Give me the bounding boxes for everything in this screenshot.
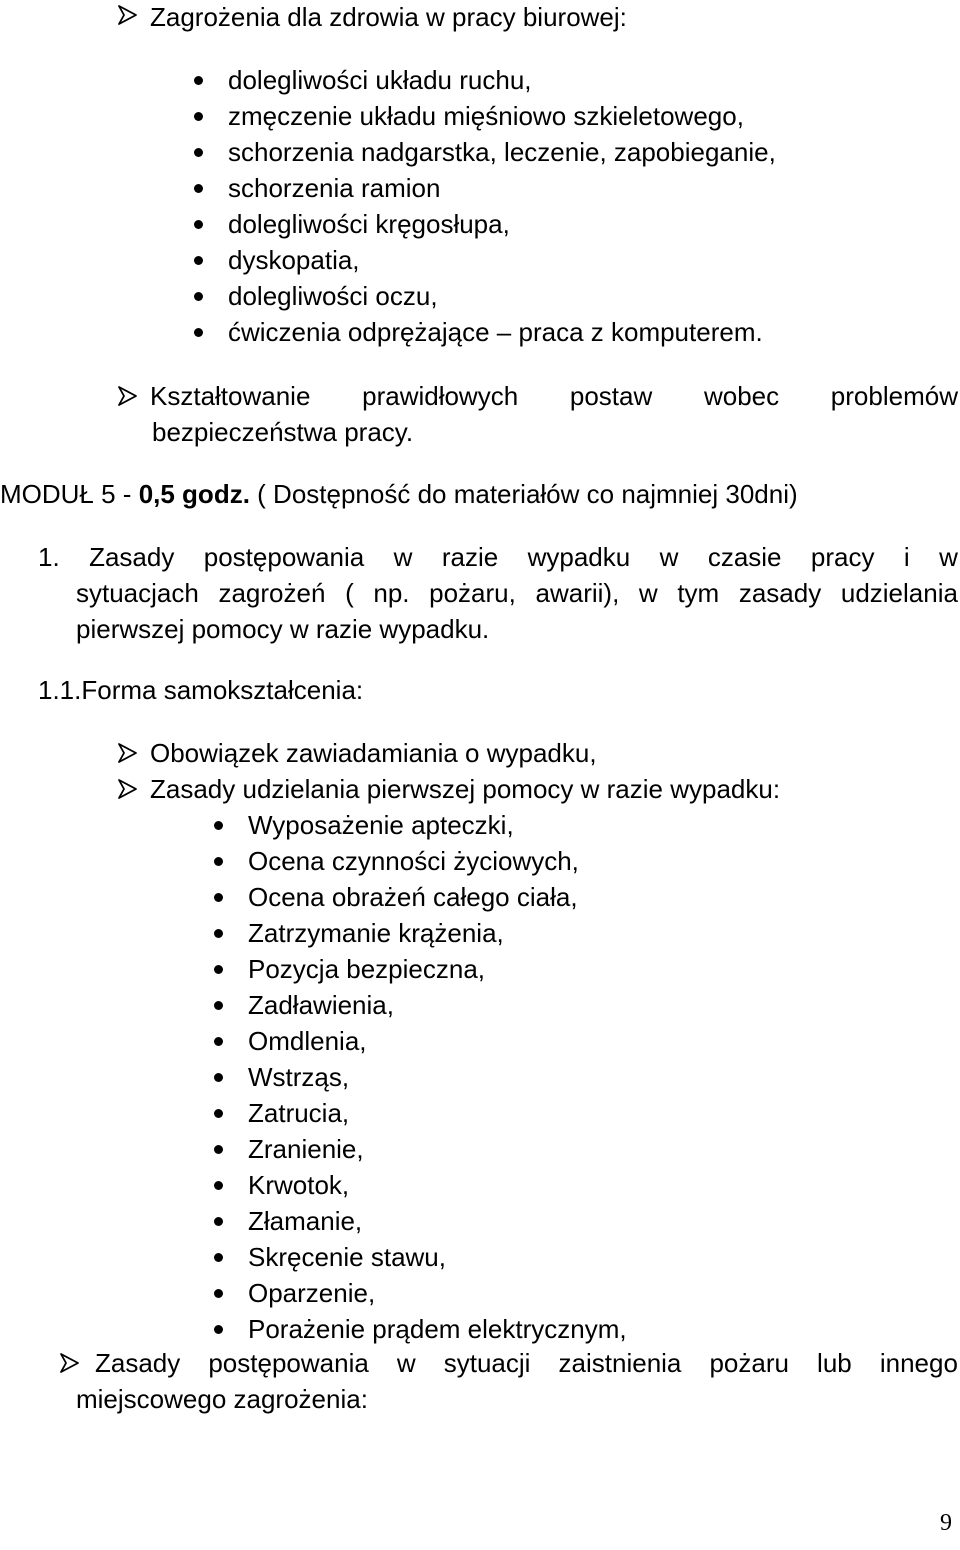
bullet-icon [214,929,223,938]
fire-line-1 [95,1346,958,1380]
bullet-icon [194,148,203,157]
bullet-icon [214,1289,223,1298]
word: np. [373,578,410,608]
arrow-bullet-icon [58,1351,82,1375]
word: wobec [703,381,780,411]
module-line [0,477,798,511]
bullet-icon [194,220,203,229]
list-item: Krwotok, [248,1170,350,1200]
word: zagrożeń [218,578,326,608]
bullet-icon [214,821,223,830]
word: Kształtowanie [150,381,311,411]
bullet-icon [194,112,203,121]
word: postępowania [203,542,365,572]
list-item: Ocena czynności życiowych, [248,846,579,876]
bullet-icon [214,1037,223,1046]
bullet-icon [214,1001,223,1010]
list-item: Skręcenie stawu, [248,1242,446,1272]
list-item: schorzenia nadgarstka, leczenie, zapobieganie, [228,137,776,167]
section-heading: Zagrożenia dla zdrowia w pracy biurowej: [150,2,627,32]
module-availability: ( Dostępność do materiałów co najmniej 30dni) [249,479,798,509]
word: pracy [810,542,875,572]
list-item: ćwiczenia odprężające – praca z komputerem. [228,317,763,347]
word: postaw [569,381,653,411]
list-item: Oparzenie, [248,1278,376,1308]
bullet-icon [214,1253,223,1262]
word: problemów [830,381,958,411]
bullet-icon [214,1145,223,1154]
fire-line-2: miejscowego zagrożenia: [76,1384,368,1414]
bullet-icon [194,184,203,193]
word: w [939,542,958,572]
word: zasady [738,578,822,608]
list-item: dolegliwości oczu, [228,281,438,311]
bullet-icon [194,256,203,265]
word: czasie [707,542,782,572]
word: pożaru, [429,578,516,608]
arrow-bullet-icon [116,384,140,408]
list-item: zmęczenie układu mięśniowo szkieletowego, [228,101,744,131]
module-dash: - [115,479,139,509]
bullet-icon [214,1073,223,1082]
list-item: Zadławienia, [248,990,394,1020]
bullet-icon [214,1217,223,1226]
list-item: schorzenia ramion [228,173,441,203]
bullet-icon [214,965,223,974]
list-item: Omdlenia, [248,1026,367,1056]
word: zaistnienia [558,1348,682,1378]
word: prawidłowych [362,381,519,411]
list-item: dyskopatia, [228,245,360,275]
list-item: Zranienie, [248,1134,364,1164]
list-item: dolegliwości układu ruchu, [228,65,532,95]
word: razie [441,542,499,572]
word: wypadku [527,542,631,572]
bullet-icon [214,1181,223,1190]
word: ( [345,578,354,608]
arrow-bullet-icon [116,3,140,27]
word: w [659,542,679,572]
list-item: Pozycja bezpieczna, [248,954,486,984]
bullet-icon [214,1325,223,1334]
word: pożaru [709,1348,789,1378]
module-label: MODUŁ 5 [0,479,116,509]
word: 1. [38,542,60,572]
word: postępowania [208,1348,369,1378]
page-number: 9 [940,1510,952,1536]
list-item: Ocena obrażeń całego ciała, [248,882,578,912]
bullet-icon [214,857,223,866]
word: w [638,578,658,608]
bullet-icon [194,292,203,301]
word: udzielania [840,578,958,608]
word: Zasady [95,1348,181,1378]
list-item: dolegliwości kręgosłupa, [228,209,510,239]
word: sytuacji [443,1348,531,1378]
word: awarii), [535,578,620,608]
word: w [396,1348,416,1378]
bullet-icon [214,1109,223,1118]
list-item: Porażenie prądem elektrycznym, [248,1314,627,1344]
word: innego [879,1348,958,1378]
point1-line-3: pierwszej pomocy w razie wypadku. [76,614,490,644]
word: tym [677,578,720,608]
list-item: Wstrząs, [248,1062,350,1092]
bullet-icon [194,328,203,337]
list-item: Zatrzymanie krążenia, [248,918,504,948]
module-duration: 0,5 godz. [138,479,250,509]
list-item: Zatrucia, [248,1098,350,1128]
word: w [393,542,413,572]
first-aid-arrow-1: Obowiązek zawiadamiania o wypadku, [150,738,597,768]
point1-line-1 [38,540,958,574]
bullet-icon [194,76,203,85]
word: lub [817,1348,852,1378]
arrow-bullet-icon [116,741,140,765]
list-item: Złamanie, [248,1206,363,1236]
first-aid-arrow-2: Zasady udzielania pierwszej pomocy w razie wypadku: [150,774,781,804]
bullet-icon [214,893,223,902]
posture-line-2: bezpieczeństwa pracy. [152,417,414,447]
word: sytuacjach [76,578,199,608]
word: Zasady [89,542,175,572]
point1-line-2 [76,576,958,610]
forma-heading: 1.1.Forma samokształcenia: [38,675,364,705]
list-item: Wyposażenie apteczki, [248,810,514,840]
arrow-bullet-icon [116,777,140,801]
posture-line-1 [150,379,958,413]
word: i [903,542,910,572]
